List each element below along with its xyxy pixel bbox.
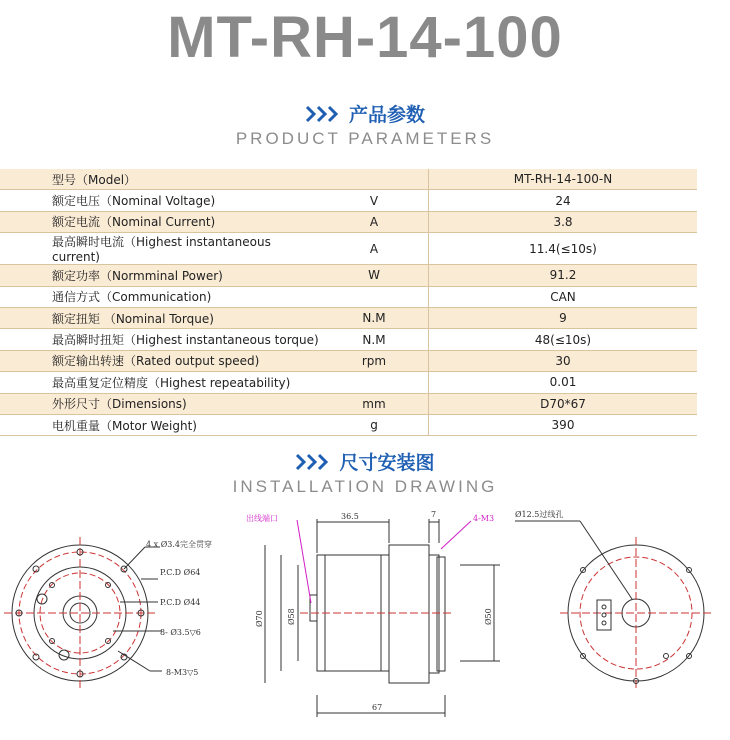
param-unit: rpm	[320, 350, 429, 371]
table-row	[0, 211, 697, 232]
drawing-canvas	[0, 495, 730, 735]
label-cable-outlet: 出线端口	[246, 514, 278, 523]
label-dia-58: Ø58	[287, 608, 296, 625]
label-cable-hole: Ø12.5过线孔	[515, 510, 564, 519]
label-dia-50: Ø50	[484, 608, 493, 625]
param-value: 9	[429, 307, 698, 328]
param-value: 11.4(≤10s)	[429, 233, 698, 265]
params-heading-cn	[305, 100, 425, 127]
table-row	[0, 169, 697, 190]
table-row	[0, 329, 697, 350]
param-value: 24	[429, 190, 698, 211]
param-value: 48(≤10s)	[429, 329, 698, 350]
label-pcd44: P.C.D Ø44	[160, 598, 201, 607]
param-unit	[320, 372, 429, 393]
drawing-section-header	[0, 448, 730, 497]
front-view	[4, 537, 162, 689]
param-unit: A	[320, 233, 429, 265]
param-unit	[320, 169, 429, 190]
param-name: 最高重复定位精度（Highest repeatability)	[0, 372, 320, 393]
table-row	[0, 414, 697, 435]
param-name: 最高瞬时扭矩（Highest instantaneous torque)	[0, 329, 320, 350]
param-unit: N.M	[320, 329, 429, 350]
label-pcd64: P.C.D Ø64	[160, 568, 201, 577]
drawing-title-cn: 尺寸安装图	[339, 452, 435, 474]
table-row	[0, 307, 697, 328]
param-name: 通信方式（Communication)	[0, 286, 320, 307]
param-value: 30	[429, 350, 698, 371]
param-unit	[320, 286, 429, 307]
chevrons-right-icon	[305, 105, 341, 123]
installation-drawing	[0, 495, 730, 735]
label-dim-7: 7	[431, 510, 437, 519]
param-value: 3.8	[429, 211, 698, 232]
param-name: 外形尺寸（Dimensions)	[0, 393, 320, 414]
param-name: 额定扭矩 （Nominal Torque)	[0, 307, 320, 328]
params-title-cn: 产品参数	[348, 104, 425, 126]
param-value: 91.2	[429, 265, 698, 286]
param-value: CAN	[429, 286, 698, 307]
side-view	[265, 519, 500, 717]
back-view	[515, 521, 712, 689]
param-unit: mm	[320, 393, 429, 414]
product-title: MT-RH-14-100	[167, 5, 563, 70]
param-value: MT-RH-14-100-N	[429, 169, 698, 190]
param-name: 额定电压（Nominal Voltage)	[0, 190, 320, 211]
parameters-table	[0, 169, 697, 436]
chevrons-right-icon	[295, 453, 331, 471]
label-holes-thread: 8-M3▽5	[166, 668, 199, 677]
param-name: 最高瞬时电流（Highest instantaneous current)	[0, 233, 320, 265]
table-row	[0, 350, 697, 371]
param-value: 390	[429, 414, 698, 435]
param-unit: W	[320, 265, 429, 286]
param-name: 型号（Model）	[0, 169, 320, 190]
param-unit: V	[320, 190, 429, 211]
label-dia-70: Ø70	[255, 610, 264, 627]
table-row	[0, 190, 697, 211]
params-section-header	[0, 100, 730, 149]
table-row	[0, 393, 697, 414]
label-holes-through: 4 x Ø3.4完全贯穿	[146, 540, 212, 549]
param-unit: A	[320, 211, 429, 232]
table-row	[0, 286, 697, 307]
param-unit: N.M	[320, 307, 429, 328]
params-title-en: PRODUCT PARAMETERS	[235, 129, 495, 148]
param-name: 电机重量（Motor Weight)	[0, 414, 320, 435]
table-row	[0, 265, 697, 286]
label-holes-counterbore: 8- Ø3.5▽6	[160, 628, 201, 637]
table-row	[0, 372, 697, 393]
label-dim-67: 67	[372, 703, 383, 712]
drawing-title-en: INSTALLATION DRAWING	[232, 477, 498, 496]
param-unit: g	[320, 414, 429, 435]
table-row	[0, 233, 697, 265]
param-name: 额定输出转速（Rated output speed)	[0, 350, 320, 371]
param-value: D70*67	[429, 393, 698, 414]
param-name: 额定电流（Nominal Current)	[0, 211, 320, 232]
param-name: 额定功率（Normminal Power)	[0, 265, 320, 286]
label-4-m3: 4-M3	[473, 514, 495, 523]
drawing-heading-cn	[295, 448, 434, 475]
label-dim-36-5: 36.5	[341, 512, 359, 521]
param-value: 0.01	[429, 372, 698, 393]
